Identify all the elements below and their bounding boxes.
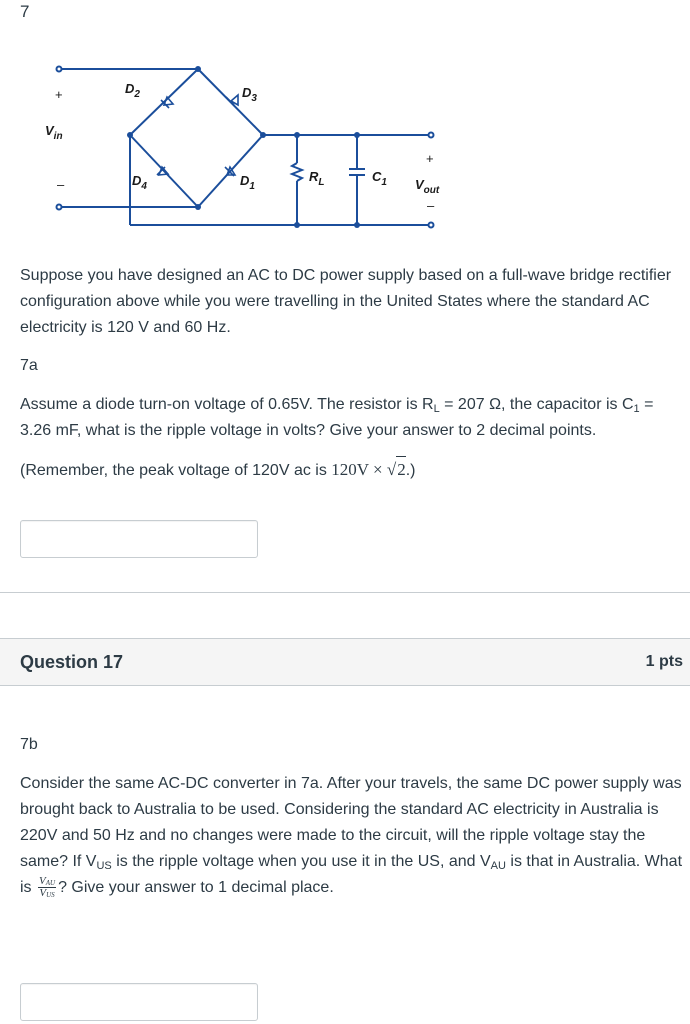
intro-paragraph: Suppose you have designed an AC to DC power supply based on a full-wave bridge rectifier configuration above while you were travelling in the United States where the standard AC electricity is 120 V and 60 Hz.: [20, 267, 672, 336]
answer-input-7a[interactable]: [20, 520, 258, 558]
label-vout: $V_{out}$: [415, 177, 440, 196]
label-rl: $R_L$: [309, 169, 325, 188]
minus-in: –: [57, 177, 65, 192]
part-7a-text: Assume a diode turn-on voltage of 0.65V. The resistor is $R_L = 207$ Ω, the capacitor is $C_1 = 3.26$ mF, what is the ripple voltage in volts? Give your answer to 2 decimal points.: [20, 396, 654, 439]
question-points: 1 pts: [645, 653, 683, 670]
ratio-fraction: $\frac{V_{AU}}{V_{US}}$: [39, 875, 56, 900]
diode-d2-icon: [161, 97, 173, 108]
minus-out: –: [427, 198, 435, 213]
label-d4: $D_4$: [132, 173, 147, 192]
part-label-7a: 7a: [20, 357, 38, 374]
label-d3: $D_3$: [242, 85, 257, 104]
label-d2: $D_2$: [125, 81, 140, 100]
label-vin: $V_{in}$: [45, 123, 63, 142]
plus-out: +: [426, 151, 434, 166]
question-header: [0, 638, 690, 686]
remember-note: (Remember, the peak voltage of 120V ac is 120V × √2.): [20, 456, 685, 484]
question-number: 7: [20, 2, 30, 21]
label-d1: $D_1$: [240, 173, 255, 192]
part-label-7b: 7b: [20, 736, 38, 753]
question-title: Question 17: [20, 652, 124, 672]
label-c1: $C_1$: [372, 169, 387, 188]
diode-d4-icon: [157, 167, 168, 175]
part-7b-text: Consider the same AC-DC converter in 7a. After your travels, the same DC power supply was brought back to Australia to be used. Considering the standard AC electricity in Australia is 220V and 50 Hz and no changes were made to the circuit, will the ripple voltage stay the same? If $V_{US}$ is the ripple voltage when you use it in the US, and $V_{AU}$ is that in Australia. What is $\frac{V_{AU}}{V_{US}}$ ? Give your answer to 1 decimal place.: [20, 775, 683, 900]
divider: [0, 592, 690, 593]
plus-in: +: [55, 87, 63, 102]
answer-input-7b[interactable]: [20, 983, 258, 1021]
bridge-rectifier-diagram: [35, 55, 465, 235]
